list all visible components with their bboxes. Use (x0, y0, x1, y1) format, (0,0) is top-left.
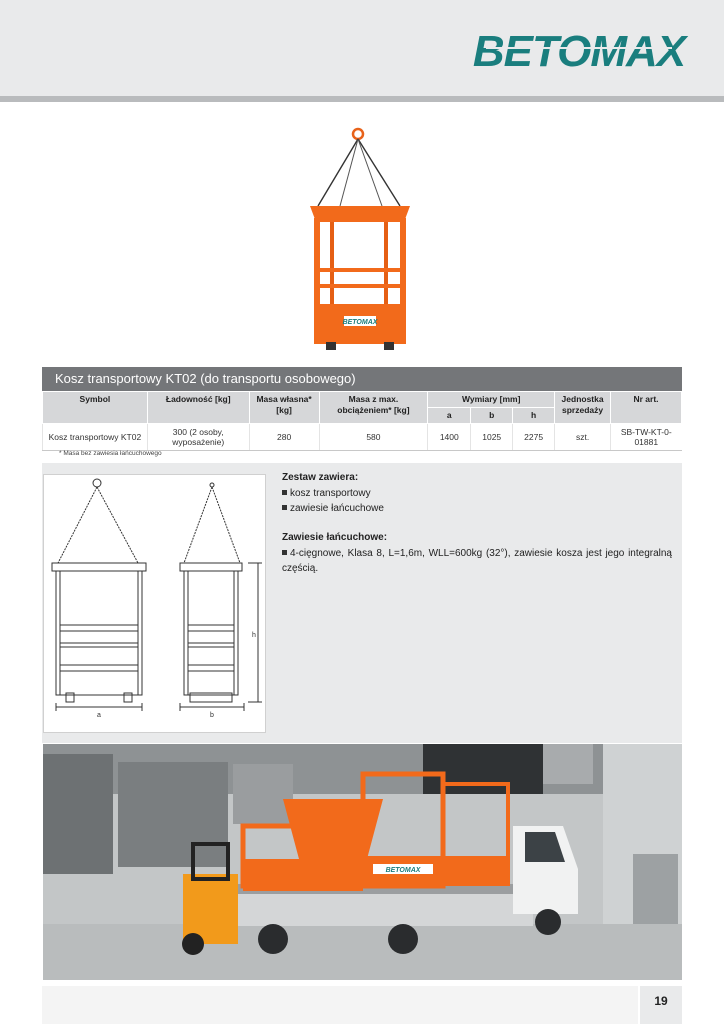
sling-description: 4-cięgnowe, Klasa 8, L=1,6m, WLL=600kg (32°), zawiesie kosza jest jego integralną częścią. (282, 548, 672, 574)
header-dim-a: a (428, 408, 471, 424)
page-number: 19 (654, 994, 668, 1008)
header-divider (0, 96, 724, 102)
bullet-icon (282, 505, 287, 510)
cell-dim-a: 1400 (428, 424, 471, 451)
bullet-icon (282, 490, 287, 495)
cell-dim-h: 2275 (513, 424, 555, 451)
cell-own-mass: 280 (249, 424, 319, 451)
cell-max-mass: 580 (319, 424, 428, 451)
cell-symbol: Kosz transportowy KT02 (43, 424, 148, 451)
product-photo (43, 744, 682, 980)
header-dim-h: h (513, 408, 555, 424)
header-dimensions: Wymiary [mm] (428, 392, 555, 408)
betomax-logo (472, 27, 686, 76)
table-row (43, 424, 682, 451)
logo-text: BETOMAX (472, 27, 686, 76)
list-item: kosz transportowy (282, 486, 672, 501)
bullet-icon (282, 550, 287, 555)
header-capacity: Ładowność [kg] (147, 392, 249, 424)
cell-dim-b: 1025 (471, 424, 513, 451)
spec-table (42, 391, 682, 451)
sling-heading: Zawiesie łańcuchowe: (282, 532, 388, 543)
footer-strip (42, 986, 638, 1024)
basket-label: BETOMAX (342, 319, 378, 326)
footnote: * Masa bez zawiesia łańcuchowego (59, 450, 162, 457)
technical-drawing (43, 474, 266, 733)
product-image (300, 126, 420, 356)
list-item: zawiesie łańcuchowe (282, 501, 672, 516)
dim-label-a: a (97, 712, 101, 719)
cell-capacity: 300 (2 osoby, wyposażenie) (147, 424, 249, 451)
dim-label-b: b (210, 712, 214, 719)
header-unit: Jednostka sprzedaży (555, 392, 611, 424)
photo-basket-label: BETOMAX (385, 867, 421, 874)
set-heading: Zestaw zawiera: (282, 472, 359, 483)
cell-art-no: SB-TW-KT-0-01881 (611, 424, 682, 451)
header-own-mass: Masa własna* [kg] (249, 392, 319, 424)
product-title: Kosz transportowy KT02 (do transportu osobowego) (42, 367, 682, 391)
dim-label-h: h (252, 632, 256, 639)
header-symbol: Symbol (43, 392, 148, 424)
cell-unit: szt. (555, 424, 611, 451)
header-max-mass: Masa z max. obciążeniem* [kg] (319, 392, 428, 424)
page-number-box (640, 986, 682, 1024)
product-info (282, 470, 672, 576)
header-art-no: Nr art. (611, 392, 682, 424)
header-dim-b: b (471, 408, 513, 424)
